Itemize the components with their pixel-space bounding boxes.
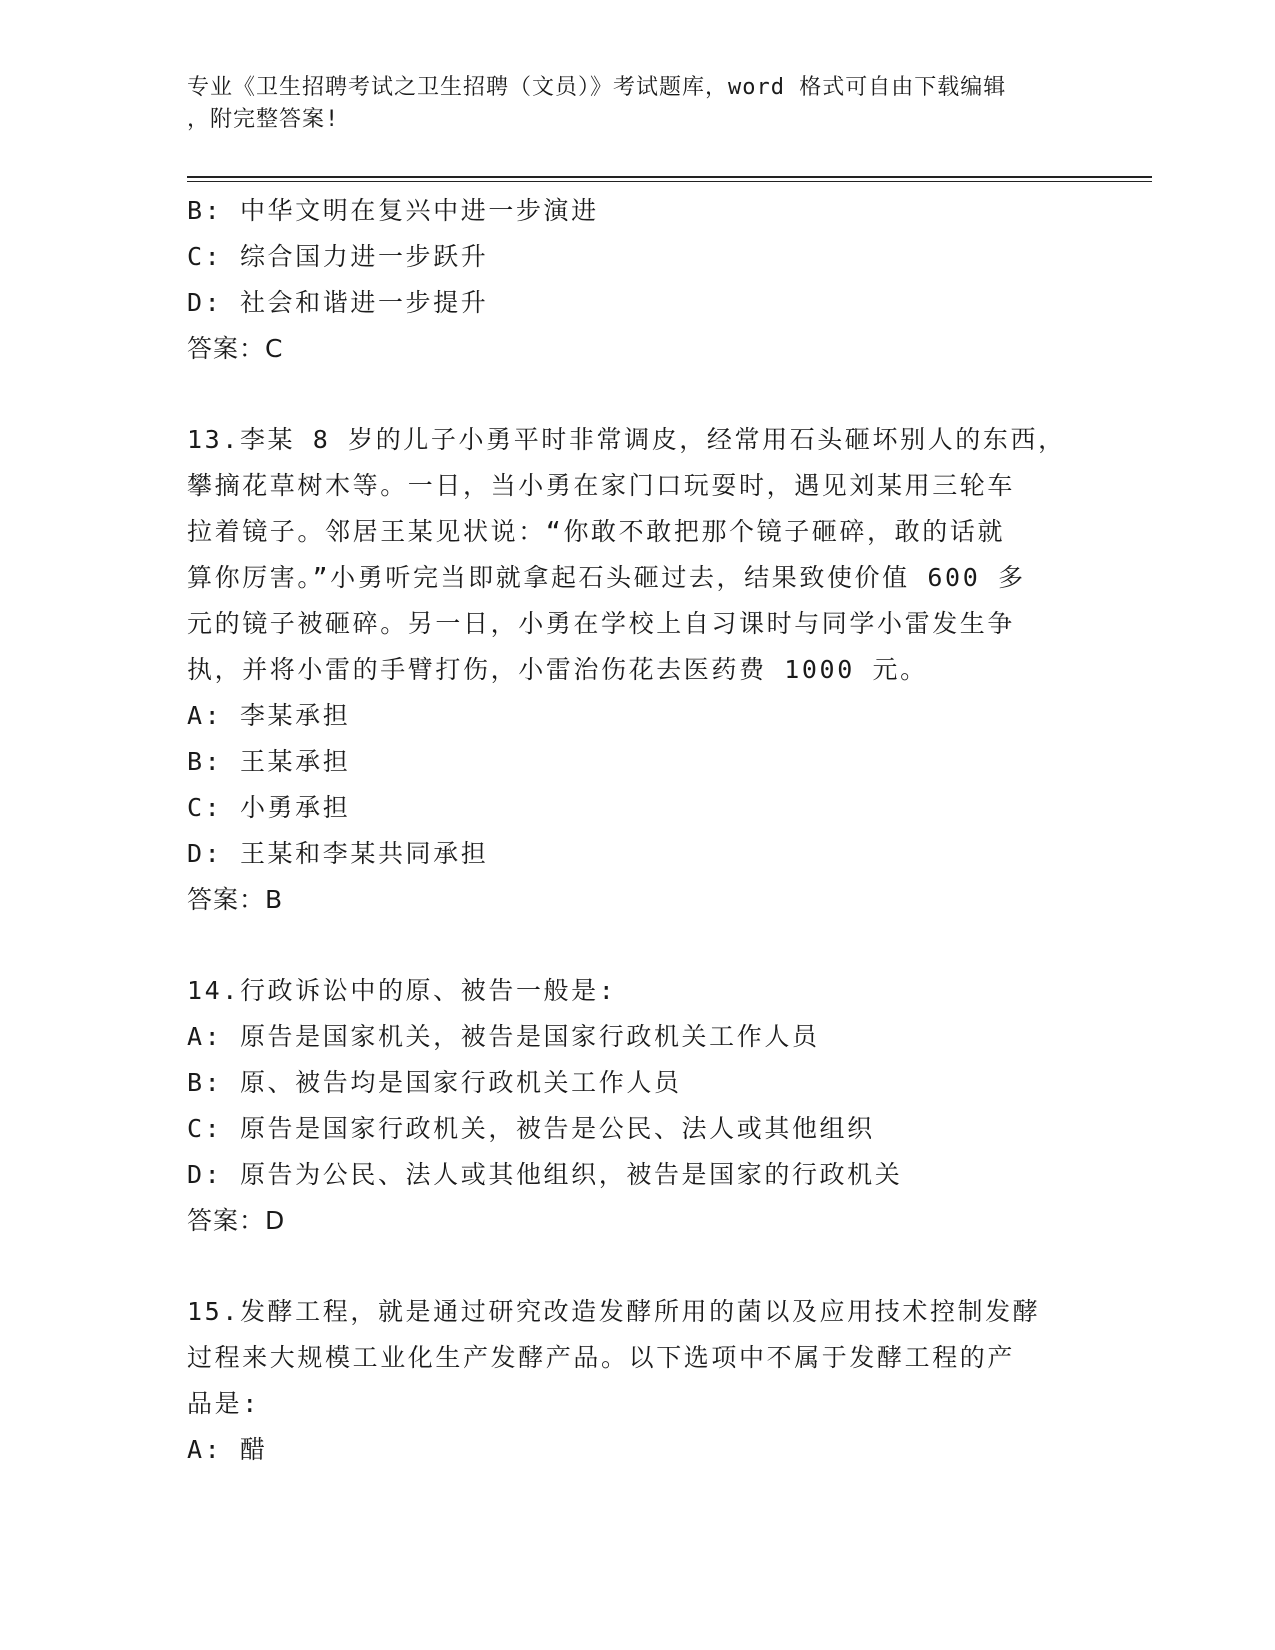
- question-stem-line: 攀摘花草树木等。一日，当小勇在家门口玩耍时，遇见刘某用三轮车: [187, 471, 1016, 500]
- question-13: [187, 417, 1067, 923]
- option-b: B: 原、被告均是国家行政机关工作人员: [187, 1068, 682, 1097]
- header-divider-thin: [187, 181, 1152, 182]
- question-stem-line: 算你厉害。”小勇听完当即就拿起石头砸过去，结果致使价值 600 多: [187, 563, 1026, 592]
- answer-line: 答案：C: [187, 334, 284, 363]
- question-12-tail: [187, 188, 1067, 372]
- option-b: B: 中华文明在复兴中进一步演进: [187, 196, 599, 225]
- option-d: D: 原告为公民、法人或其他组织，被告是国家的行政机关: [187, 1160, 903, 1189]
- option-a: A: 原告是国家机关，被告是国家行政机关工作人员: [187, 1022, 820, 1051]
- question-stem-line: 元的镜子被砸碎。另一日，小勇在学校上自习课时与同学小雷发生争: [187, 609, 1016, 638]
- header-divider-thick: [187, 176, 1152, 178]
- option-c: C: 综合国力进一步跃升: [187, 242, 489, 271]
- header-line-1: 专业《卫生招聘考试之卫生招聘（文员）》考试题库，word 格式可自由下载编辑: [187, 75, 1007, 100]
- option-c: C: 小勇承担: [187, 793, 351, 822]
- option-d: D: 社会和谐进一步提升: [187, 288, 489, 317]
- question-stem-line: 过程来大规模工业化生产发酵产品。以下选项中不属于发酵工程的产: [187, 1343, 1016, 1372]
- question-stem-line: 13.李某 8 岁的儿子小勇平时非常调皮，经常用石头砸坏别人的东西，: [187, 425, 1066, 454]
- option-d: D: 王某和李某共同承担: [187, 839, 489, 868]
- option-a: A: 醋: [187, 1435, 268, 1464]
- exam-content: [187, 188, 1067, 1473]
- question-14: [187, 968, 1067, 1244]
- question-stem-line: 品是:: [187, 1389, 260, 1418]
- header-line-2: ，附完整答案!: [187, 107, 340, 132]
- option-c: C: 原告是国家行政机关，被告是公民、法人或其他组织: [187, 1114, 875, 1143]
- option-a: A: 李某承担: [187, 701, 351, 730]
- question-stem-line: 14.行政诉讼中的原、被告一般是:: [187, 976, 617, 1005]
- answer-line: 答案：D: [187, 1206, 286, 1235]
- question-stem-line: 拉着镜子。邻居王某见状说：“你敢不敢把那个镜子砸碎，敢的话就: [187, 517, 1006, 546]
- question-15: [187, 1289, 1067, 1473]
- document-header: [187, 72, 1067, 136]
- question-stem-line: 15.发酵工程，就是通过研究改造发酵所用的菌以及应用技术控制发酵: [187, 1297, 1041, 1326]
- option-b: B: 王某承担: [187, 747, 351, 776]
- question-stem-line: 执，并将小雷的手臂打伤，小雷治伤花去医药费 1000 元。: [187, 655, 928, 684]
- answer-line: 答案：B: [187, 885, 284, 914]
